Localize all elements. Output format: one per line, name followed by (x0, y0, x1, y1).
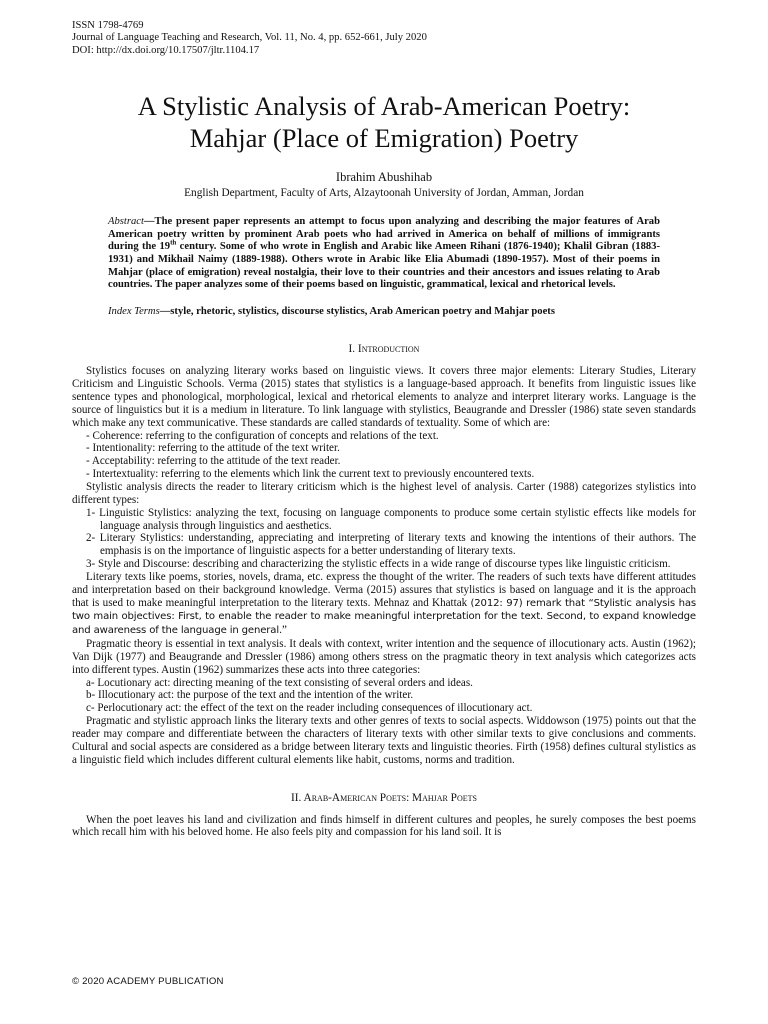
paragraph-text: Literary texts like poems, stories, novels, drama, etc. express the thought of the writer. The readers of such texts have different attitudes and interpretation based on their background knowledge. Verma (2015) assures that stylistics is based on language and it is the approach that is used to make meaningful interpretation to the literary texts. Mehnaz and Khattak (72, 570, 696, 609)
list-item: - Intertextuality: referring to the elements which link the current text to previously encountered texts. (86, 468, 535, 481)
paper-title (72, 90, 696, 154)
index-terms-label: Index Terms (108, 305, 160, 317)
section-heading-introduction: I. Introduction (348, 343, 420, 356)
abstract-label: Abstract (108, 216, 144, 228)
list-item: c- Perlocutionary act: the effect of the text on the reader including consequences of illocutionary act. (86, 702, 533, 715)
index-terms-text: —style, rhetoric, stylistics, discourse stylistics, Arab American poetry and Mahjar poets (159, 305, 555, 317)
list-item: 1- Linguistic Stylistics: analyzing the text, focusing on language components to produce some certain stylistic effects like models for language analysis through linguistics and aesthetics. (86, 506, 696, 532)
closing-quote: ” (282, 624, 287, 637)
paragraph: Pragmatic theory is essential in text analysis. It deals with context, writer intention and the sequence of illocutionary acts. Austin (1962); Van Dijk (1977) and Beaugrande and Dressler (1986) among others stress on the pragmatic theory in text analysis which categorizes acts into different types. Austin (1962) summarizes these acts into three categories: (72, 638, 696, 676)
list-item: - Intentionality: referring to the attitude of the text writer. (86, 442, 340, 455)
author-affiliation: English Department, Faculty of Arts, Alzaytoonah University of Jordan, Amman, Jordan (184, 187, 584, 200)
abstract-superscript: th (170, 238, 177, 247)
issn: ISSN 1798-4769 (72, 20, 144, 31)
publisher-footer: © 2020 ACADEMY PUBLICATION (72, 976, 224, 987)
abstract (108, 216, 660, 292)
index-terms (108, 306, 660, 319)
list-item: b- Illocutionary act: the purpose of the text and the intention of the writer. (86, 689, 414, 702)
section-heading-arab-american-poets: II. Arab-American Poets: Mahjar Poets (291, 791, 477, 804)
list-item: - Coherence: referring to the configuration of concepts and relations of the text. (86, 429, 439, 442)
section-body-introduction (72, 365, 696, 766)
paragraph (72, 571, 696, 638)
section-body-arab-american-poets (72, 814, 696, 840)
quotation: (2012: 97) remark that “Stylistic analysis has two main objectives: First, to enable the reader to make meaningful interpretation for the text. Second, to expand knowledge and awareness of the language in general. (72, 597, 697, 637)
paragraph: Stylistics focuses on analyzing literary works based on linguistic views. It covers three major elements: Literary Studies, Literary Criticism and Linguistic Schools. Verma (2015) states that stylistics is a language-based approach. It benefits from linguistic issues like sentence types and phonological, morphological, lexical and rhetorical elements to analyze and interpret literary works. Language is the source of linguistics but it is a medium in literature. To link language with stylistics, Beaugrande and Dressler (1986) state seven standards which make any text communicative. These standards are called standards of textuality. Some of which are: (72, 365, 696, 429)
paper-page (72, 20, 696, 839)
paragraph: Pragmatic and stylistic approach links the literary texts and other genres of texts to social aspects. Widdowson (1975) points out that the reader may compare and differentiate between the characters of literary texts with other similar texts to give conclusions and comments. Cultural and social aspects are considered as a bridge between literary texts and linguistic theories. Firth (1958) defines cultural stylistics as a linguistic field which includes different cultural elements like habit, customs, norms and tradition. (72, 715, 696, 766)
paragraph: When the poet leaves his land and civilization and finds himself in different cultures and peoples, he surely composes the best poems which recall him with his beloved home. He also feels pity and compassion for his land soil. It is (72, 813, 696, 839)
doi: DOI: http://dx.doi.org/10.17507/jltr.1104.17 (72, 44, 260, 56)
journal-citation: Journal of Language Teaching and Research, Vol. 11, No. 4, pp. 652-661, July 2020 (72, 32, 427, 44)
list-item: 2- Literary Stylistics: understanding, appreciating and interpreting of literary texts and knowing the intentions of their authors. The emphasis is on the importance of linguistic aspects for a better understanding of literary texts. (86, 532, 696, 558)
title-line-2: Mahjar (Place of Emigration) Poetry (189, 123, 579, 154)
list-item: a- Locutionary act: directing meaning of the text consisting of several orders and ideas. (86, 676, 473, 689)
author-name: Ibrahim Abushihab (335, 170, 433, 185)
list-item: - Acceptability: referring to the attitude of the text reader. (86, 455, 341, 468)
list-item: 3- Style and Discourse: describing and characterizing the stylistic effects in a wide range of discourse types like linguistic criticism. (86, 558, 671, 571)
journal-header (72, 20, 696, 57)
abstract-text-2: century. Some of who wrote in English and Arabic like Ameen Rihani (1876-1940); Khalil Gibran (1883-1931) and Mikhail Naimy (1889-1988). Others wrote in Arabic like Elia Abumadi (1890-1957). Most of their poems in Mahjar (place of emigration) reveal nostalgia, their love to their countries and their ancestors and issues relating to Arab countries. The paper analyzes some of their poems based on linguistic, grammatical, lexical and rhetorical levels. (108, 241, 660, 291)
abstract-text-1: —The present paper represents an attempt to focus upon analyzing and describing the major features of Arab American poetry written by prominent Arab poets who had arrived in America on behalf of millions of immigrants during the 19 (108, 216, 660, 253)
title-line-1: A Stylistic Analysis of Arab-American Poetry: (137, 91, 631, 122)
paragraph: Stylistic analysis directs the reader to literary criticism which is the highest level of analysis. Carter (1988) categorizes stylistics into different types: (72, 480, 696, 506)
